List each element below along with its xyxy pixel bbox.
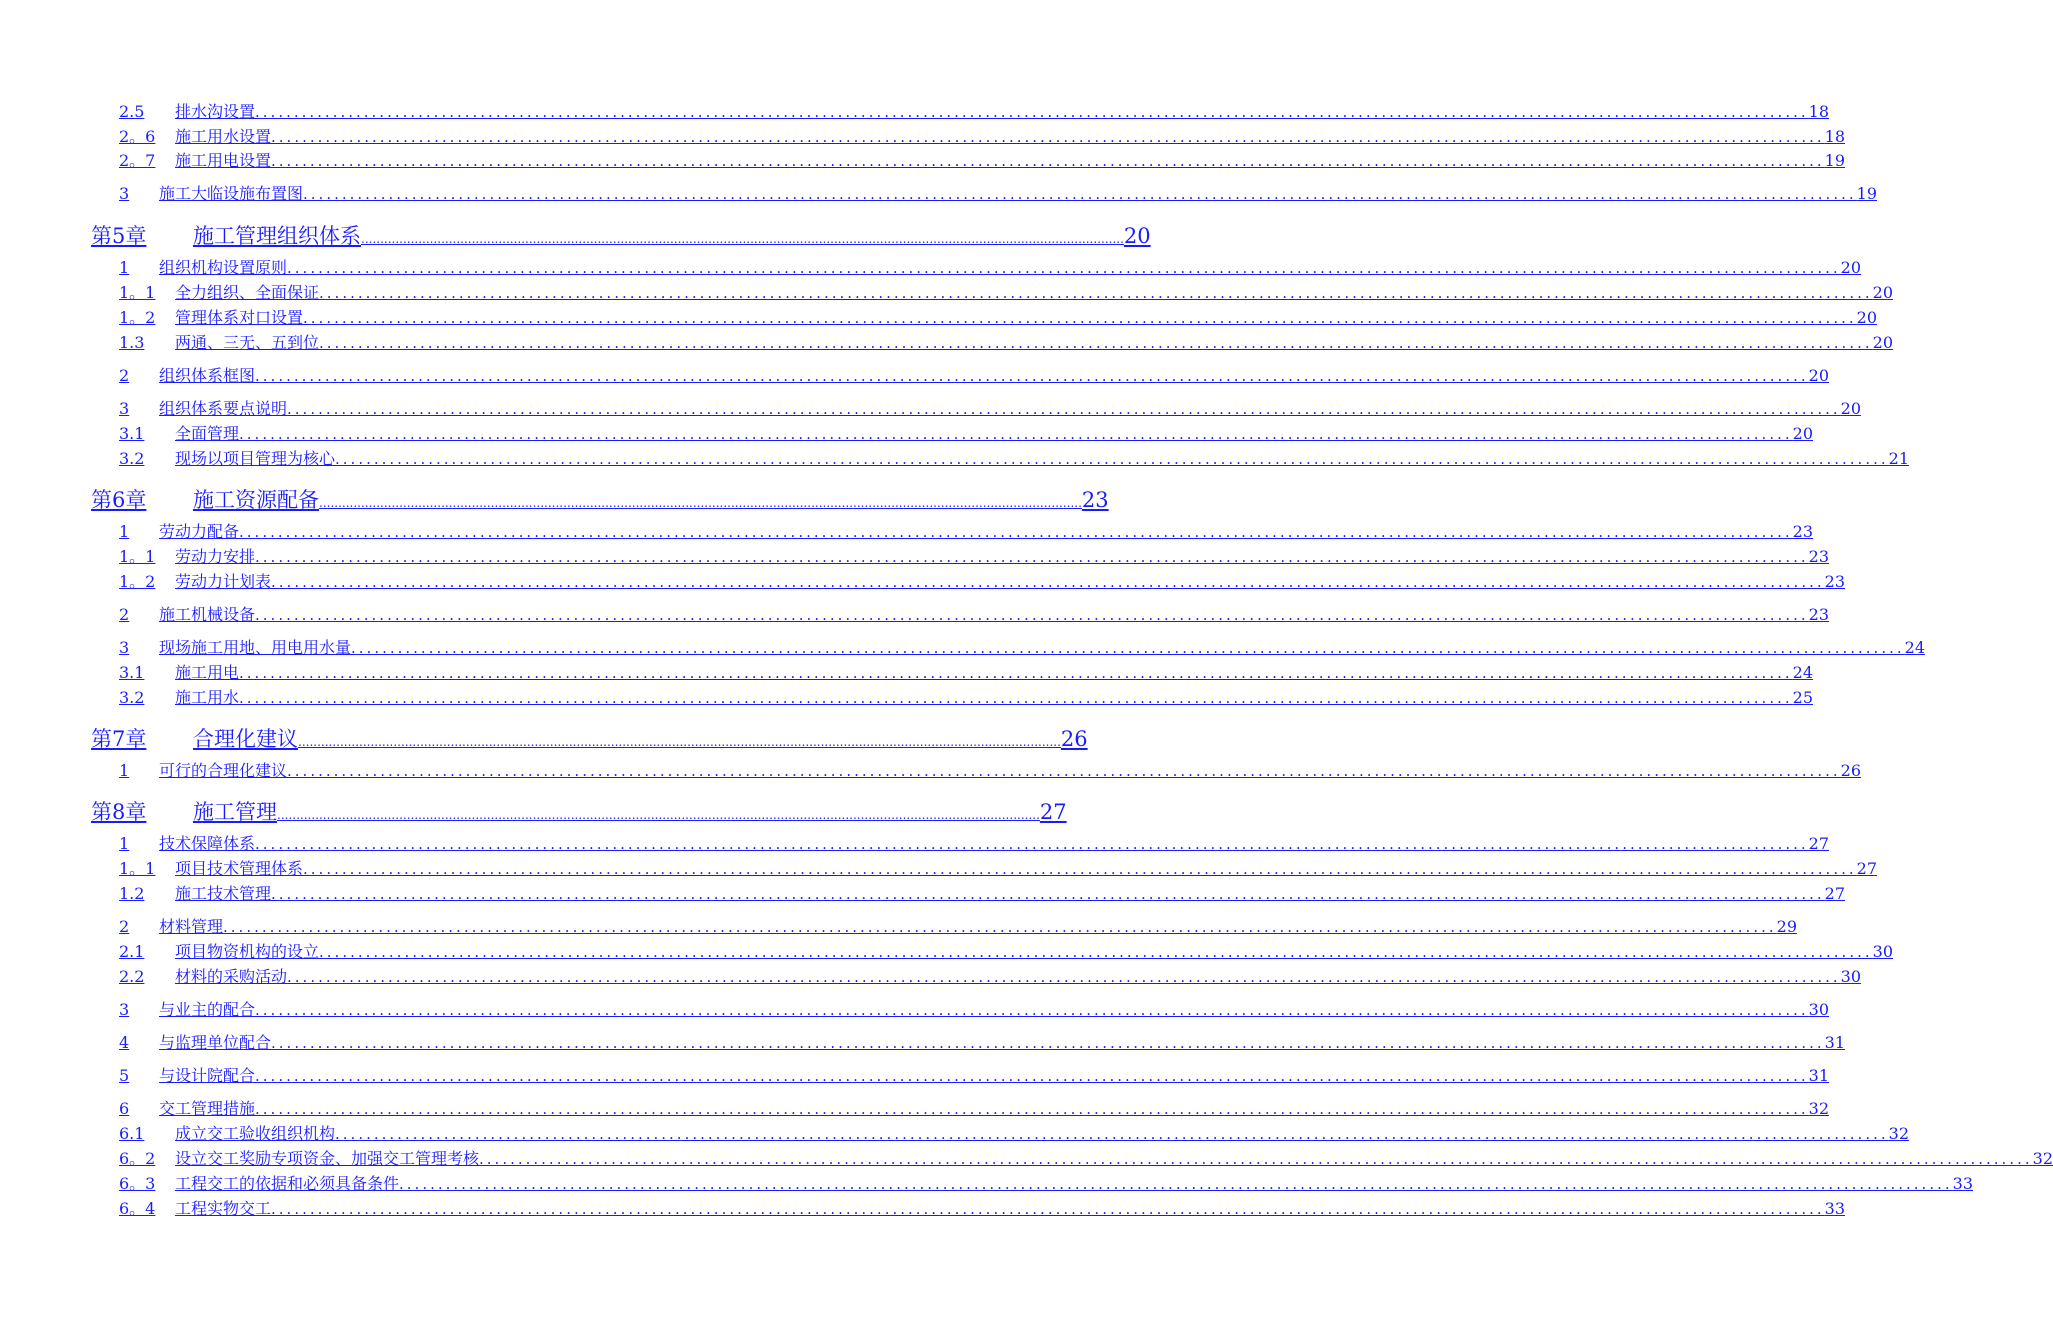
toc-dot-leader: ........................................................................................................................................................................................................ [303, 309, 1857, 327]
toc-page-number: 24 [1792, 663, 1813, 682]
toc-page-number: 20 [1840, 258, 1861, 277]
toc-entry[interactable] [119, 1198, 1845, 1220]
toc-entry-title: 工程实物交工 [175, 1199, 272, 1218]
toc-dot-leader: ........................................................................................................................................................................................................ [255, 103, 1809, 121]
toc-entry-number: 3.2 [119, 449, 145, 468]
toc-entry-title: 成立交工验收组织机构 [175, 1124, 336, 1143]
toc-entry[interactable] [119, 126, 1845, 148]
toc-entry-number: 2。7 [119, 151, 156, 170]
toc-page-number: 18 [1808, 102, 1829, 121]
toc-entry-number: 6.1 [119, 1124, 145, 1143]
toc-dot-leader: ........................................................................................................................................................................................................ [255, 1100, 1809, 1118]
toc-entry-title: 施工用电设置 [175, 151, 272, 170]
toc-page-number: 18 [1824, 127, 1845, 146]
toc-entry-number: 2.5 [119, 102, 145, 121]
toc-chapter-entry[interactable] [91, 222, 1151, 250]
toc-entry-title: 施工用水 [175, 688, 240, 707]
toc-dot-leader: ........................................................................................................................................................................................................ [277, 808, 1040, 822]
toc-page-number: 33 [1952, 1174, 1973, 1193]
toc-entry[interactable] [119, 760, 1861, 782]
toc-entry-number: 3 [119, 638, 130, 657]
toc-dot-leader: ........................................................................................................................................................................................................ [287, 400, 1841, 418]
toc-entry-number: 1。1 [119, 859, 156, 878]
toc-page-number: 25 [1792, 688, 1813, 707]
toc-page-number: 27 [1856, 859, 1877, 878]
toc-entry[interactable] [119, 307, 1877, 329]
toc-entry-title: 施工管理组织体系 [193, 224, 361, 248]
toc-entry-number: 6。3 [119, 1174, 156, 1193]
toc-entry[interactable] [119, 571, 1845, 593]
toc-entry[interactable] [119, 423, 1813, 445]
toc-entry[interactable] [119, 257, 1861, 279]
toc-entry-number: 3 [119, 399, 130, 418]
toc-page-number: 19 [1824, 151, 1845, 170]
toc-dot-leader: ........................................................................................................................................................................................................ [298, 735, 1061, 749]
toc-entry[interactable] [119, 1098, 1829, 1120]
toc-entry-title: 材料的采购活动 [175, 967, 288, 986]
toc-entry-number: 3 [119, 184, 130, 203]
toc-entry-number: 2。6 [119, 127, 156, 146]
toc-entry-title: 项目物资机构的设立 [175, 942, 320, 961]
toc-page-number: 30 [1872, 942, 1893, 961]
toc-entry-number: 5 [119, 1066, 130, 1085]
toc-entry-title: 工程交工的依据和必须具备条件 [175, 1174, 400, 1193]
toc-entry-number: 1 [119, 761, 130, 780]
toc-entry-number: 3.1 [119, 663, 145, 682]
toc-entry-title: 施工管理 [193, 800, 277, 824]
toc-entry-number: 第7章 [91, 727, 147, 751]
toc-page-number: 23 [1824, 572, 1845, 591]
toc-dot-leader: ........................................................................................................................................................................................................ [255, 606, 1809, 624]
toc-dot-leader: ........................................................................................................................................................................................................ [319, 284, 1873, 302]
toc-entry-number: 6。4 [119, 1199, 156, 1218]
toc-entry-number: 2 [119, 366, 130, 385]
toc-entry-title: 可行的合理化建议 [159, 761, 288, 780]
toc-page-number: 21 [1888, 449, 1909, 468]
toc-entry[interactable] [119, 183, 1877, 205]
toc-page-number: 30 [1808, 1000, 1829, 1019]
toc-entry[interactable] [119, 916, 1797, 938]
toc-page-number: 30 [1840, 967, 1861, 986]
toc-entry-title: 材料管理 [159, 917, 224, 936]
toc-dot-leader: ........................................................................................................................................................................................................ [271, 573, 1825, 591]
toc-entry-title: 交工管理措施 [159, 1099, 256, 1118]
toc-entry-title: 与业主的配合 [159, 1000, 256, 1019]
toc-entry[interactable] [119, 1173, 1973, 1195]
toc-chapter-entry[interactable] [91, 798, 1067, 826]
toc-entry-title: 管理体系对口设置 [175, 308, 304, 327]
toc-page-number: 32 [1808, 1099, 1829, 1118]
toc-page-number: 20 [1123, 224, 1151, 248]
toc-entry-title: 组织体系要点说明 [159, 399, 288, 418]
toc-dot-leader: ........................................................................................................................................................................................................ [255, 835, 1809, 853]
toc-entry-title: 技术保障体系 [159, 834, 256, 853]
toc-entry[interactable] [119, 1065, 1829, 1087]
toc-entry-number: 第8章 [91, 800, 147, 824]
toc-entry-number: 1.2 [119, 884, 145, 903]
toc-dot-leader: ........................................................................................................................................................................................................ [335, 450, 1889, 468]
toc-entry[interactable] [119, 966, 1861, 988]
toc-page-number: 29 [1776, 917, 1797, 936]
toc-dot-leader: ........................................................................................................................................................................................................ [335, 1125, 1889, 1143]
toc-entry-number: 第6章 [91, 488, 147, 512]
toc-chapter-entry[interactable] [91, 486, 1109, 514]
toc-entry-title: 劳动力配备 [159, 522, 240, 541]
toc-dot-leader: ........................................................................................................................................................................................................ [399, 1175, 1953, 1193]
toc-entry-title: 施工资源配备 [193, 488, 319, 512]
toc-page-number: 23 [1792, 522, 1813, 541]
toc-entry-number: 6。2 [119, 1149, 156, 1168]
toc-entry-title: 与设计院配合 [159, 1066, 256, 1085]
toc-entry-title: 施工机械设备 [159, 605, 256, 624]
toc-entry-title: 全力组织、全面保证 [175, 283, 320, 302]
toc-entry[interactable] [119, 687, 1813, 709]
toc-dot-leader: ........................................................................................................................................................................................................ [271, 128, 1825, 146]
toc-page-number: 26 [1060, 727, 1088, 751]
toc-dot-leader: ........................................................................................................................................................................................................ [255, 367, 1809, 385]
toc-entry-title: 施工大临设施布置图 [159, 184, 304, 203]
toc-entry[interactable] [119, 604, 1829, 626]
toc-page-number: 23 [1081, 488, 1109, 512]
toc-entry[interactable] [119, 1148, 2053, 1170]
toc-entry[interactable] [119, 546, 1829, 568]
toc-page-number: 24 [1904, 638, 1925, 657]
toc-entry[interactable] [119, 833, 1829, 855]
toc-entry-number: 3.1 [119, 424, 145, 443]
toc-dot-leader: ........................................................................................................................................................................................................ [239, 689, 1793, 707]
toc-dot-leader: ........................................................................................................................................................................................................ [351, 639, 1905, 657]
toc-dot-leader: ........................................................................................................................................................................................................ [239, 664, 1793, 682]
toc-page-number: 31 [1824, 1033, 1845, 1052]
toc-entry-title: 施工用电 [175, 663, 240, 682]
toc-dot-leader: ........................................................................................................................................................................................................ [223, 918, 1777, 936]
toc-entry-title: 合理化建议 [193, 727, 298, 751]
toc-dot-leader: ........................................................................................................................................................................................................ [479, 1150, 2033, 1168]
toc-entry-title: 组织体系框图 [159, 366, 256, 385]
toc-entry-number: 1.3 [119, 333, 145, 352]
toc-entry[interactable] [119, 858, 1877, 880]
toc-entry-title: 现场以项目管理为核心 [175, 449, 336, 468]
toc-page-number: 20 [1872, 283, 1893, 302]
toc-entry-title: 施工技术管理 [175, 884, 272, 903]
toc-entry-number: 1 [119, 834, 130, 853]
toc-dot-leader: ........................................................................................................................................................................................................ [239, 523, 1793, 541]
toc-entry-number: 3.2 [119, 688, 145, 707]
toc-dot-leader: ........................................................................................................................................................................................................ [271, 885, 1825, 903]
toc-entry[interactable] [119, 282, 1893, 304]
toc-entry-title: 施工用水设置 [175, 127, 272, 146]
toc-chapter-entry[interactable] [91, 725, 1088, 753]
toc-entry-number: 3 [119, 1000, 130, 1019]
toc-dot-leader: ........................................................................................................................................................................................................ [271, 152, 1825, 170]
toc-entry-number: 2 [119, 605, 130, 624]
toc-dot-leader: ........................................................................................................................................................................................................ [361, 232, 1124, 246]
toc-entry[interactable] [119, 883, 1845, 905]
toc-entry-title: 劳动力计划表 [175, 572, 272, 591]
toc-entry-number: 1。1 [119, 283, 156, 302]
toc-entry-number: 1。2 [119, 308, 156, 327]
toc-dot-leader: ........................................................................................................................................................................................................ [319, 334, 1873, 352]
toc-entry[interactable] [119, 1032, 1845, 1054]
toc-dot-leader: ........................................................................................................................................................................................................ [319, 943, 1873, 961]
toc-entry[interactable] [119, 398, 1861, 420]
toc-dot-leader: ........................................................................................................................................................................................................ [287, 762, 1841, 780]
toc-entry-number: 4 [119, 1033, 130, 1052]
toc-dot-leader: ........................................................................................................................................................................................................ [287, 968, 1841, 986]
toc-dot-leader: ........................................................................................................................................................................................................ [255, 1067, 1809, 1085]
toc-entry-number: 1 [119, 258, 130, 277]
toc-dot-leader: ........................................................................................................................................................................................................ [271, 1034, 1825, 1052]
toc-entry-title: 组织机构设置原则 [159, 258, 288, 277]
toc-page-number: 27 [1824, 884, 1845, 903]
toc-dot-leader: ........................................................................................................................................................................................................ [287, 259, 1841, 277]
toc-entry-number: 2.2 [119, 967, 145, 986]
toc-page-number: 20 [1808, 366, 1829, 385]
toc-entry-title: 两通、三无、五到位 [175, 333, 320, 352]
toc-page-number: 20 [1856, 308, 1877, 327]
toc-page-number: 20 [1792, 424, 1813, 443]
toc-page-number: 31 [1808, 1066, 1829, 1085]
toc-entry-title: 现场施工用地、用电用水量 [159, 638, 352, 657]
toc-entry-title: 排水沟设置 [175, 102, 256, 121]
toc-page-number: 20 [1872, 333, 1893, 352]
toc-entry-number: 1。1 [119, 547, 156, 566]
toc-entry-number: 6 [119, 1099, 130, 1118]
toc-dot-leader: ........................................................................................................................................................................................................ [271, 1200, 1825, 1218]
toc-page-number: 33 [1824, 1199, 1845, 1218]
toc-dot-leader: ........................................................................................................................................................................................................ [303, 860, 1857, 878]
toc-page-number: 23 [1808, 605, 1829, 624]
toc-dot-leader: ........................................................................................................................................................................................................ [255, 548, 1809, 566]
toc-page-number: 19 [1856, 184, 1877, 203]
toc-entry[interactable] [119, 662, 1813, 684]
toc-entry-title: 设立交工奖励专项资金、加强交工管理考核 [175, 1149, 480, 1168]
toc-page-number: 20 [1840, 399, 1861, 418]
toc-entry[interactable] [119, 637, 1925, 659]
toc-entry-number: 2.1 [119, 942, 145, 961]
toc-entry[interactable] [119, 521, 1813, 543]
toc-entry-number: 2 [119, 917, 130, 936]
toc-entry-title: 全面管理 [175, 424, 240, 443]
toc-page-number: 32 [2032, 1149, 2053, 1168]
toc-page-number: 27 [1039, 800, 1067, 824]
toc-page-number: 23 [1808, 547, 1829, 566]
toc-page-number: 26 [1840, 761, 1861, 780]
toc-entry[interactable] [119, 150, 1845, 172]
toc-dot-leader: ........................................................................................................................................................................................................ [255, 1001, 1809, 1019]
toc-dot-leader: ........................................................................................................................................................................................................ [303, 185, 1857, 203]
toc-entry-number: 1 [119, 522, 130, 541]
toc-entry-title: 劳动力安排 [175, 547, 256, 566]
toc-entry[interactable] [119, 365, 1829, 387]
toc-entry[interactable] [119, 941, 1893, 963]
toc-entry-number: 第5章 [91, 224, 147, 248]
toc-entry[interactable] [119, 101, 1829, 123]
toc-page-number: 27 [1808, 834, 1829, 853]
toc-entry[interactable] [119, 332, 1893, 354]
toc-entry-title: 项目技术管理体系 [175, 859, 304, 878]
toc-dot-leader: ........................................................................................................................................................................................................ [319, 496, 1082, 510]
toc-entry-number: 1。2 [119, 572, 156, 591]
toc-page-number: 32 [1888, 1124, 1909, 1143]
toc-dot-leader: ........................................................................................................................................................................................................ [239, 425, 1793, 443]
toc-entry-title: 与监理单位配合 [159, 1033, 272, 1052]
toc-entry[interactable] [119, 1123, 1909, 1145]
toc-entry[interactable] [119, 448, 1909, 470]
toc-entry[interactable] [119, 999, 1829, 1021]
